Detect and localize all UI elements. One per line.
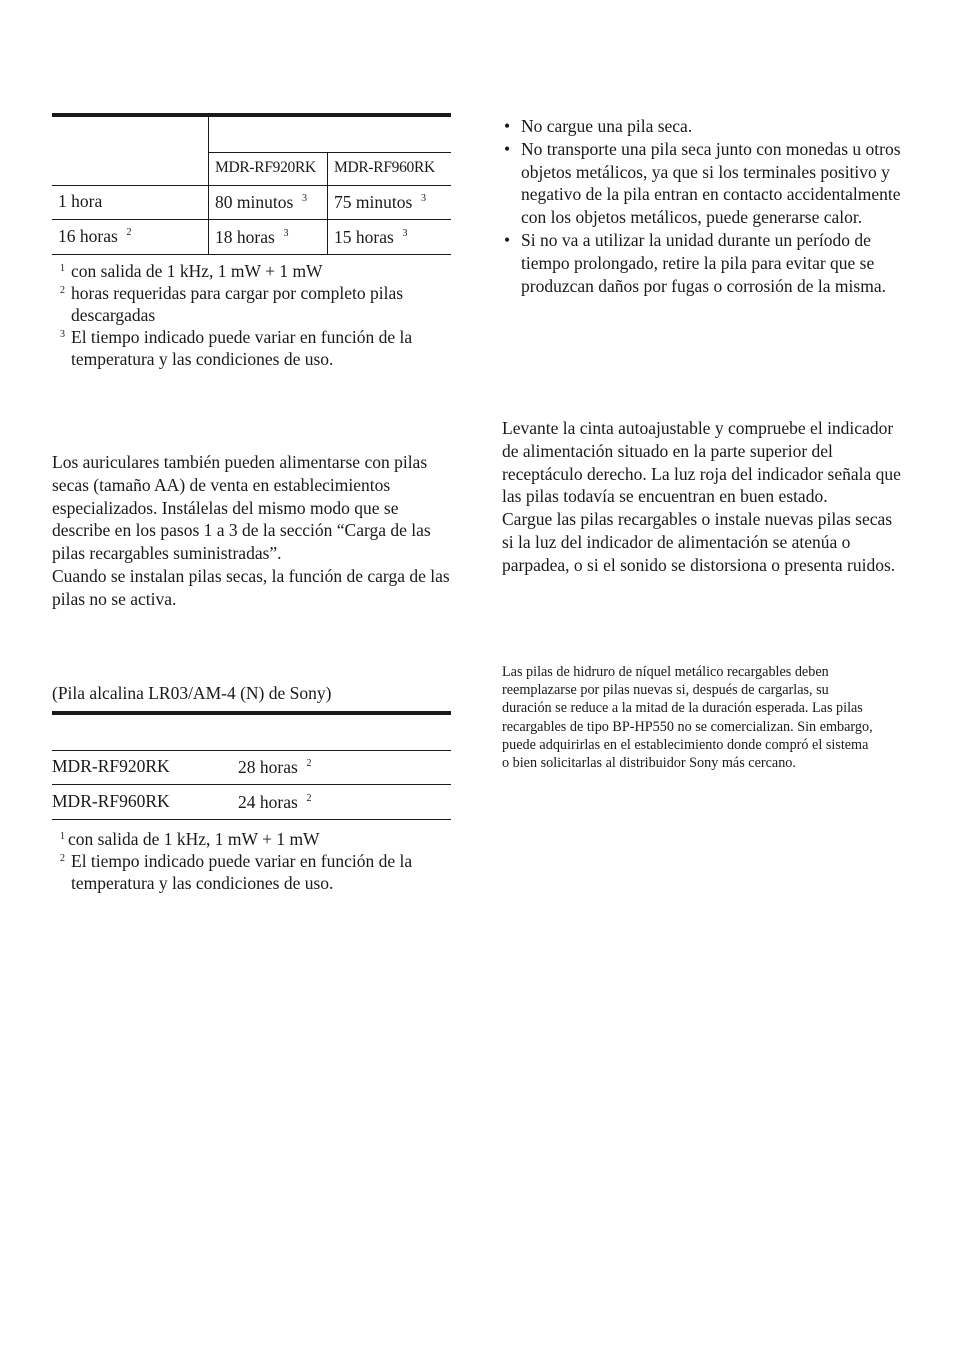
list-item: • Si no va a utilizar la unidad durante un período de tiempo prolongado, retire la pila para evitar que se produzcan daños por fugas o corrosión de la misma.	[504, 229, 886, 296]
footnote: 1 con salida de 1 kHz, 1 mW + 1 mW	[60, 261, 323, 281]
table-divider	[208, 152, 451, 153]
bullet-icon: •	[504, 138, 511, 159]
footnote: 1 con salida de 1 kHz, 1 mW + 1 mW	[60, 829, 320, 849]
table-top-rule	[52, 711, 451, 715]
dry-battery-section	[52, 451, 452, 611]
paragraph: Los auriculares también pueden alimentarse con pilas secas (tamaño AA) de venta en establecimientos especializados. Instálelas del mismo modo que se describe en los pasos 1 a 3 de la sección “Carga de las pilas recargables suministradas”.	[52, 452, 431, 564]
table-row-rule	[52, 784, 451, 785]
table-row-rule	[52, 750, 451, 751]
list-item: • No cargue una pila seca.	[504, 116, 693, 136]
table-cell: 15 horas $^3$	[334, 227, 408, 247]
row-label: MDR-RF920RK	[52, 756, 170, 776]
table-caption: (Pila alcalina LR03/AM-4 (N) de Sony)	[52, 683, 332, 703]
footnote: 2 horas requeridas para cargar por completo pilas descargadas	[60, 283, 404, 325]
table-divider	[327, 152, 328, 254]
footnote: 2 El tiempo indicado puede variar en función de la temperatura y las condiciones de uso.	[60, 851, 413, 893]
table-cell: 24 horas $^2$	[238, 792, 312, 812]
table-cell: 28 horas $^2$	[238, 757, 312, 777]
row-label: MDR-RF960RK	[52, 791, 170, 811]
precautions-list	[502, 115, 907, 297]
paragraph: Cargue las pilas recargables o instale nuevas pilas secas si la luz del indicador de alimentación se atenúa o parpadea, o si el sonido se distorsiona o presenta ruidos.	[502, 509, 896, 575]
note-text: Las pilas de hidruro de níquel metálico recargables deben reemplazarse por pilas nuevas si, después de cargarlas, su duración se reduce a la mitad de la duración esperada. Las pilas recargables de tipo BP-HP550 no se comercializan. Sin embargo, puede adquirirlas en el establecimiento donde compró el sistema o bien solicitarlas al distribuidor Sony más cercano.	[502, 664, 873, 772]
table-bottom-rule	[52, 254, 451, 255]
bullet-icon: •	[504, 229, 511, 250]
footnote: 3 El tiempo indicado puede variar en función de la temperatura y las condiciones de uso.	[60, 327, 413, 369]
row-label: 1 hora	[58, 191, 103, 211]
indicator-section	[502, 417, 904, 577]
table-row-rule	[52, 185, 451, 186]
paragraph: Levante la cinta autoajustable y compruebe el indicador de alimentación situado en la parte superior del receptáculo derecho. La luz roja del indicador señala que las pilas todavía se encuentran en buen estado.	[502, 418, 901, 507]
replacement-note	[502, 663, 877, 772]
table-cell: 18 horas $^3$	[215, 227, 289, 247]
table-bottom-rule	[52, 819, 451, 820]
bullet-icon: •	[504, 116, 511, 136]
paragraph: Cuando se instalan pilas secas, la función de carga de las pilas no se activa.	[52, 565, 450, 609]
table-header-model: MDR-RF920RK	[215, 159, 316, 176]
row-label: 16 horas $^2$	[58, 226, 132, 246]
table-top-rule	[52, 113, 451, 117]
table-cell: 80 minutos $^3$	[215, 192, 308, 212]
table-cell: 75 minutos $^3$	[334, 192, 427, 212]
list-item: • No transporte una pila seca junto con monedas u otros objetos metálicos, ya que si los terminales positivo y negativo de la pila entran en contacto accidentalmente con los objetos metálicos, puede generarse calor.	[504, 138, 901, 228]
table-row-rule	[52, 219, 451, 220]
table-header-model: MDR-RF960RK	[334, 159, 435, 176]
